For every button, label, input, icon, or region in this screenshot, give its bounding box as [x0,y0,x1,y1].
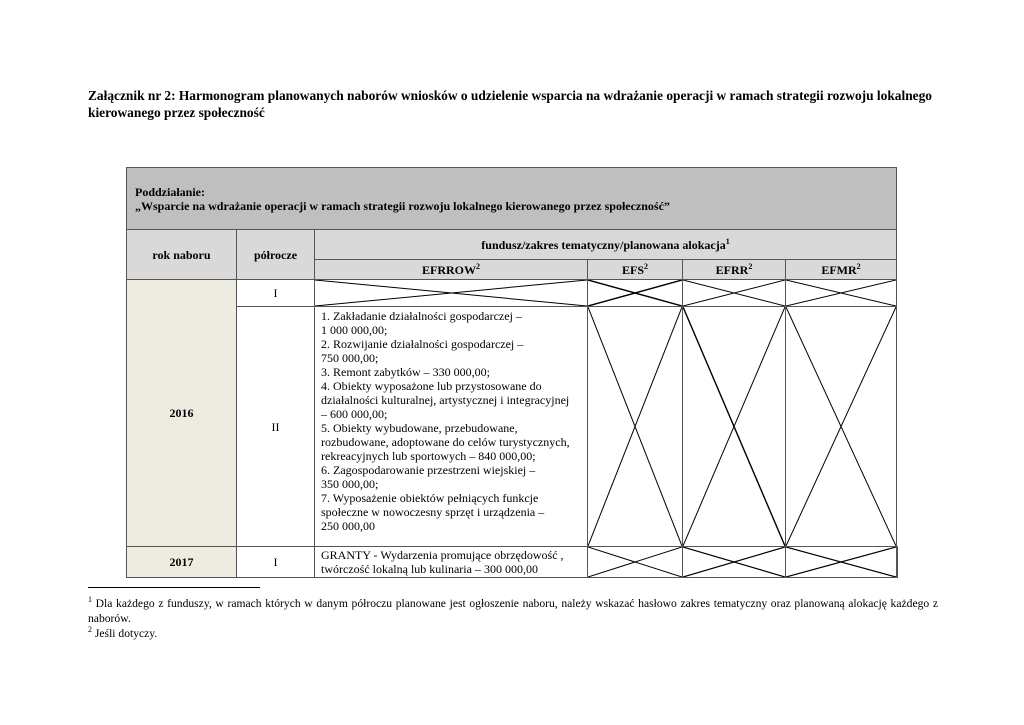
crossed-cell [588,547,683,578]
list-item: 5. Obiekty wybudowane, przebudowane, [321,421,518,435]
list-item: 250 000,00 [321,519,375,533]
efrrow-footnote-mark: 2 [476,261,480,271]
fund-group-label: fundusz/zakres tematyczny/planowana alokacja [481,237,726,252]
footnote-2 [88,626,938,641]
col-head-efs [588,260,683,280]
year-value: 2017 [169,555,194,569]
list-item: 1. Zakładanie działalności gospodarczej – [321,309,522,323]
document-title: Załącznik nr 2: Harmonogram planowanych naborów wniosków o udzielenie wsparcia na wdrażanie operacji w ramach strategii rozwoju lokalnego kierowanego przez społeczność [88,88,932,120]
crossed-cell [786,280,897,307]
footnote-1 [88,596,938,626]
table-row [127,547,898,578]
list-item: 1 000 000,00; [321,323,388,337]
efrrow-allocation-list [315,547,588,578]
cross-mark [588,307,682,546]
half-cell [237,307,315,547]
cross-mark [683,307,785,546]
table-row [127,307,898,547]
efrr-label: EFRR [715,262,749,277]
list-item: 4. Obiekty wyposażone lub przystosowane do [321,379,542,393]
year-value: 2016 [169,406,194,420]
list-item: rozbudowane, adoptowane do celów turystycznych, [321,435,570,449]
list-item: 3. Remont zabytków – 330 000,00; [321,365,490,379]
col-head-year-label: rok naboru [152,247,211,262]
crossed-cell [786,307,897,547]
col-head-efmr [786,260,897,280]
list-item: 6. Zagospodarowanie przestrzeni wiejskiej – [321,463,536,477]
list-item: 7. Wyposażenie obiektów pełniących funkcje [321,491,539,505]
table-row [127,280,898,307]
schedule-table [126,167,898,578]
cross-mark [315,280,587,306]
list-item: GRANTY - Wydarzenia promujące obrzędowość , [321,548,564,562]
year-cell [127,280,237,547]
crossed-cell [588,307,683,547]
half-value: I [273,555,278,569]
efrrow-allocation-list [315,307,588,547]
col-head-half [237,230,315,280]
cross-mark [683,280,785,306]
footnote-mark: 1 [88,595,92,605]
list-item: – 600 000,00; [321,407,388,421]
col-head-half-label: półrocze [253,247,298,262]
cross-mark [786,547,896,577]
half-cell [237,280,315,307]
fund-group-footnote-mark: 1 [725,236,730,246]
footnotes [88,596,938,641]
list-item: społeczne w nowoczesny sprzęt i urządzenia – [321,505,545,519]
efmr-label: EFMR [821,262,857,277]
crossed-cell [683,280,786,307]
efrrow-label: EFRROW [422,262,476,277]
crossed-cell [786,547,897,578]
half-cell [237,547,315,578]
half-value: I [273,286,278,300]
efmr-footnote-mark: 2 [856,261,861,271]
list-item: twórczość lokalną lub kulinaria – 300 000,00 [321,562,538,576]
year-cell [127,547,237,578]
footnote-separator [88,587,260,588]
cross-mark [588,280,682,306]
cross-mark [588,547,682,577]
measure-header [127,168,897,230]
footnote-mark: 2 [88,625,92,635]
footnote-text: Dla każdego z funduszy, w ramach których w danym półroczu planowane jest ogłoszenie naboru, należy wskazać hasłowo zakres tematyczny oraz planowaną alokację każdego z naborów. [88,597,938,625]
cross-mark [786,280,896,306]
crossed-cell [588,280,683,307]
list-item: 750 000,00; [321,351,379,365]
col-head-efrrow [315,260,588,280]
crossed-cell [897,547,898,578]
measure-name: „Wsparcie na wdrażanie operacji w ramach strategii rozwoju lokalnego kierowanego przez społeczność” [135,198,670,213]
crossed-cell [683,547,786,578]
half-value: II [271,419,280,434]
list-item: 2. Rozwijanie działalności gospodarczej – [321,337,524,351]
cross-mark [683,547,785,577]
footnote-text: Jeśli dotyczy. [92,627,158,640]
list-item: działalności kulturalnej, artystycznej i integracyjnej [321,393,570,407]
col-head-year [127,230,237,280]
cross-mark [786,307,896,546]
col-head-efrr [683,260,786,280]
measure-label: Poddziałanie: [135,184,206,199]
col-head-fund-group [315,230,897,260]
efrr-footnote-mark: 2 [748,261,753,271]
list-item: rekreacyjnych lub sportowych – 840 000,00; [321,449,536,463]
efs-footnote-mark: 2 [644,261,648,271]
crossed-cell [683,307,786,547]
list-item: 350 000,00; [321,477,379,491]
crossed-cell [315,280,588,307]
efs-label: EFS [621,262,644,277]
